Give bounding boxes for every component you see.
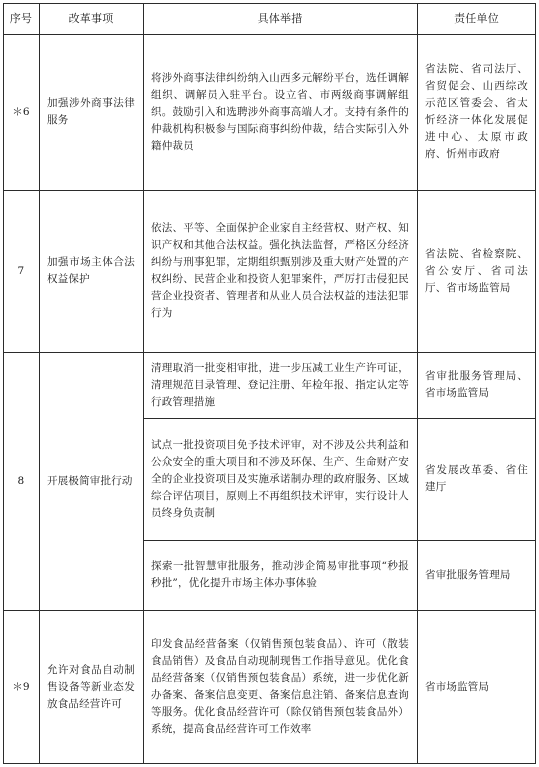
table-border-bottom (3, 763, 536, 764)
measure-text: 试点一批投资项目免予技术评审，对不涉及公共利益和公众安全的重大项目和不涉及环保、生产、生命财产安全的企业投资项目及实施承诺制办理的政府服务、区域综合评估项目，原则上不再组织技术评审，实行设计人员终身负责制 (151, 438, 409, 519)
row-seq: ＊9 (12, 680, 30, 693)
table-rule (3, 352, 536, 353)
row-seq: ＊6 (12, 105, 30, 118)
table-rule (3, 610, 536, 611)
row-item: 允许对食品自动制售设备等新业态发放食品经营许可 (47, 663, 135, 710)
row-item: 加强涉外商事法律服务 (47, 97, 135, 126)
table-rule (143, 418, 536, 419)
measure-text: 探索一批智慧审批服务，推动涉企简易审批事项“秒报秒批”，优化提升市场主体办事体验 (151, 560, 409, 589)
row-item: 加强市场主体合法权益保护 (47, 256, 135, 285)
header-measures: 具体举措 (257, 12, 303, 25)
measure-text: 印发食品经营备案（仅销售预包装食品）、许可（散装食品销售）及食品自动现制现售工作指导意见。优化食品经营备案（仅销售预包装食品）系统，进一步优化新办备案、备案信息变更、备案信息注销、备案信息查询等服务。优化食品经营许可（除仅销售预包装食品外）系统，提高食品经营许可工作效率 (151, 638, 409, 735)
table-col-rule (39, 3, 40, 764)
measure-text: 将涉外商事法律纠纷纳入山西多元解纷平台，选任调解组织、调解员入驻平台。设立省、市两级商事调解组织。鼓励引入和选聘涉外商事高端人才。支持有条件的仲裁机构积极参与国际商事纠纷仲裁，结合实际引入外籍仲裁员 (151, 71, 409, 152)
measure-text: 清理取消一批变相审批，进一步压减工业生产许可证，清理规范目录管理、登记注册、年检年报、指定认定等行政管理措施 (151, 361, 409, 408)
header-item: 改革事项 (68, 12, 114, 25)
responsible-unit: 省市场监管局 (425, 680, 490, 693)
table-rule (3, 190, 536, 191)
table-rule (3, 34, 536, 35)
responsible-unit: 省审批服务管理局 (425, 568, 511, 581)
responsible-unit: 省法院、省司法厅、省贸促会、山西综改示范区管委会、省太忻经济一体化发展促进中心、太原市政府、忻州市政府 (425, 63, 528, 160)
responsible-unit: 省审批服务管理局、省市场监管局 (425, 370, 528, 399)
responsible-unit: 省发展改革委、省住建厅 (425, 464, 528, 493)
responsible-unit: 省法院、省检察院、省公安厅、省司法厅、省市场监管局 (425, 247, 528, 294)
row-seq: 7 (17, 264, 25, 277)
table-col-rule (143, 3, 144, 764)
measure-text: 依法、平等、全面保护企业家自主经营权、财产权、知识产权和其他合法权益。强化执法监督，严格区分经济纠纷与刑事犯罪，定期组织甄别涉及重大财产处置的产权纠纷、民营企业和投资人犯罪案件，严厉打击侵犯民营企业投资者、管理者和从业人员合法权益的违法犯罪行为 (151, 222, 409, 319)
header-seq: 序号 (9, 12, 33, 25)
table-col-rule (417, 3, 418, 764)
header-unit: 责任单位 (454, 12, 499, 25)
row-item: 开展极简审批行动 (47, 474, 133, 487)
table-border-right (535, 3, 536, 764)
table-border-top (3, 3, 536, 4)
row-seq: 8 (17, 474, 25, 487)
table-border-left (3, 3, 4, 764)
table-rule (143, 540, 536, 541)
